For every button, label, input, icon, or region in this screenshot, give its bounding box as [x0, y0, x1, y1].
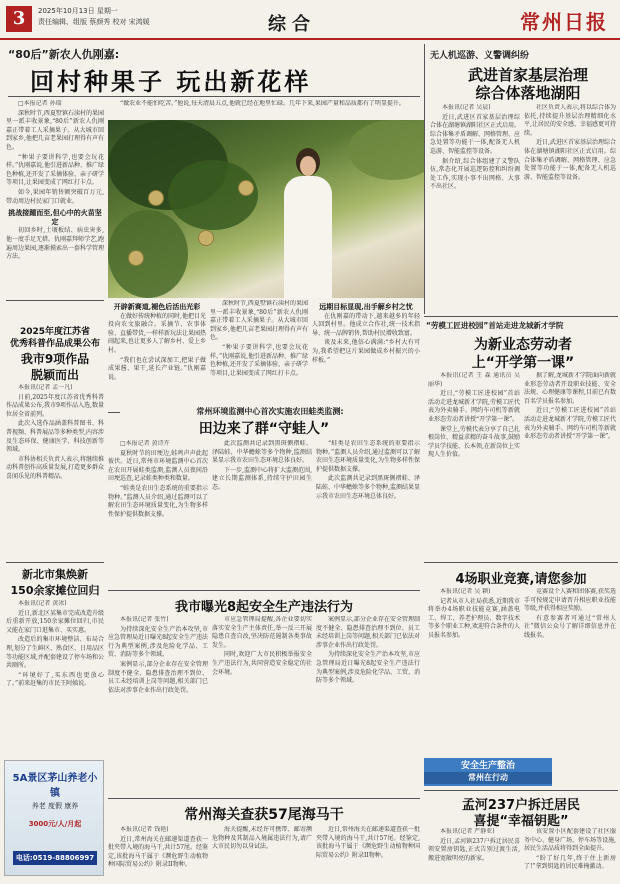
lead-rule — [8, 96, 420, 97]
safety-paragraph: 同时,欢迎广大市民积极举报安全生产违法行为,共同营造安全稳定的社会环境。 — [212, 651, 312, 676]
lead-paragraph: “我们也在尝试深加工,把果子做成果酱、果干,延长产业链。”仇刚嘉说。 — [108, 356, 206, 381]
safety-column-3 — [316, 616, 420, 794]
jobs-paragraph: 竞赛设个人赛和团体赛,获奖选手可按规定申请晋升相应职业技能等级,并获得相应奖励。 — [524, 588, 616, 613]
labor-column-1 — [428, 372, 520, 560]
masthead — [0, 0, 620, 40]
photo-foliage — [108, 210, 188, 298]
governance-paragraph: 近日,武进区首家基层治理综合体在湖塘镇湖阳社区正式启用。综合体集矛盾调解、网格管理、应急处置等功能于一体,配备无人机巡游、智能监控等设备。 — [524, 139, 616, 181]
section-rule — [108, 798, 420, 799]
section-rule — [424, 316, 618, 317]
governance-headline-line2: 综合体落地湖阳 — [475, 84, 581, 102]
lead-paragraph: 深秋时节,西夏墅镇石渎村的果园里一派丰收景象,“80后”新农人仇刚嘉正带着工人采摘果子。从大城市回到家乡,他把几亩老果园打理得有声有色。 — [6, 109, 104, 151]
lead-column-2-top — [108, 100, 420, 118]
governance-byline: 本报讯(记者 吴晨) — [442, 104, 491, 111]
section-rule — [6, 300, 104, 301]
mengchuan-headline-line2: 喜提“幸福钥匙” — [473, 814, 569, 829]
frog-column-1 — [108, 440, 208, 588]
science-paragraph: 日前,2025年度江苏省优秀科普作品成果公布,我市9项作品入选,数量位居全省前列。 — [6, 393, 104, 418]
labor-paragraph: 近日,“劳模工匠进校园”首站活动走进龙城新才学院,劳模工匠代表为外卖骑手、网约车司机等新就业形态劳动者讲授“开学第一课”。 — [428, 390, 520, 423]
safety-byline: 本报讯(记者 张竹) — [120, 616, 169, 623]
frog-headline: 田边来了群“守蛙人” — [198, 421, 330, 437]
labor-headline-line2: 上“开学第一课” — [471, 355, 575, 371]
fruit — [148, 190, 164, 206]
jobs-column-1 — [428, 588, 520, 754]
governance-paragraph: 据介绍,综合体组建了义警队伍,常态化开展巡逻防控和纠纷调处工作,实现小事不出网格、大事不出社区。 — [430, 157, 520, 191]
ad-phone: 电话:0519-88806997 — [13, 851, 97, 865]
issue-date: 2025年10月13日 星期一 — [38, 7, 118, 15]
customs-column-1 — [108, 826, 208, 880]
market-headline-line2: 150余家摊位回归 — [10, 584, 100, 597]
labor-paragraph: 据了解,龙城新才学院面向新就业形态劳动者开设职业技能、安全法规、心理健康等课程,目前已有数百名学员报名参加。 — [524, 372, 616, 405]
column-divider — [424, 44, 425, 314]
fruit — [128, 250, 144, 266]
lead-paragraph: 深秋时节,西夏墅镇石渎村的果园里一派丰收景象,“80后”新农人仇刚嘉正带着工人采摘果子。从大城市回到家乡,他把几亩老果园打理得有声有色。 — [210, 300, 308, 342]
jobs-headline: 4场职业竞赛,请您参加 — [455, 572, 587, 587]
labor-paragraph: 近日,“劳模工匠进校园”首站活动走进龙城新才学院,劳模工匠代表为外卖骑手、网约车司机等新就业形态劳动者讲授“开学第一课”。 — [524, 407, 616, 441]
labor-column-2 — [524, 372, 616, 560]
lead-paragraph: “种果子要讲科学,也要会玩花样。”仇刚嘉说,他引进新品种、推广绿色种植,还开发了采摘体验、亲子研学等项目,让果园变成了网红打卡点。 — [6, 153, 104, 187]
lead-kicker: “80后”新农人仇刚嘉: — [8, 48, 120, 61]
section-rule — [424, 790, 618, 791]
jobs-paragraph: 记者从市人社局获悉,近期我市将举办4场职业技能竞赛,涵盖电工、焊工、养老护理员、数字技术等多个职业工种,欢迎符合条件的人员报名参加。 — [428, 597, 520, 639]
market-paragraph: 改造后的集市环境整洁、布局合理,划分了生鲜区、熟食区、日用品区等功能区域,并配套建设了停车场和公共厕所。 — [6, 636, 104, 670]
governance-column-2 — [524, 104, 616, 314]
mengchuan-column-1 — [428, 828, 520, 880]
frog-byline: □本报记者 黄诗卉 — [120, 440, 170, 447]
labor-paragraph: 课堂上,劳模代表分享了自己扎根岗位、精益求精的奋斗故事,鼓励学员学技能、长本领,在新岗位上实现人生价值。 — [428, 425, 520, 459]
section-title: 综合 — [268, 14, 316, 35]
labor-byline: 本报讯(记者 王 森 通讯员 吴丽华) — [428, 372, 520, 388]
newspaper-logo: 常州日报 — [520, 10, 608, 34]
farmer-face — [300, 156, 316, 176]
mengchuan-headline-line1: 孟河237户拆迁居民 — [461, 798, 581, 813]
lead-subhead: 挑战接踵而至,但心中的火苗坚定 — [8, 208, 102, 226]
governance-column-1 — [430, 104, 520, 314]
science-byline: 本报讯(记者 孟一凡) — [18, 384, 73, 391]
safety-paragraph: 案例显示,部分企业存在安全管理制度不健全、隐患排查治理不到位、员工未经培训上岗等问题,相关部门已依法对涉事企业作出行政处罚。 — [316, 616, 420, 649]
mengchuan-paragraph: 近日,孟河镇237户拆迁居民喜领安置房钥匙,正式告别过渡生活,搬进宽敞明亮的新家。 — [428, 837, 520, 862]
frog-paragraph: “蛙类是农田生态系统的重要指示物种。”监测人员介绍,通过监测可以了解农田生态环境质量变化,为生物多样性保护提供数据支撑。 — [316, 440, 420, 473]
customs-paragraph: 近日,常州海关在邮递渠道查获一批夹带入境的海马干,共计57尾。经鉴定,该批海马干属于《濒危野生动植物种国际贸易公约》附录II物种。 — [316, 826, 420, 859]
frog-paragraph: “蛙类是农田生态系统的重要指示物种。”监测人员介绍,通过监测可以了解农田生态环境质量变化,为生物多样性保护提供数据支撑。 — [108, 484, 208, 518]
safety-paragraph: 案例显示,部分企业存在安全管理制度不健全、隐患排查治理不到位、员工未经培训上岗等问题,相关部门已依法对涉事企业作出行政处罚。 — [108, 660, 208, 694]
mengchuan-byline: 本报讯(记者 严静亚) — [440, 828, 495, 835]
safety-headline: 我市曝光8起安全生产违法行为 — [174, 600, 354, 615]
frog-kicker: 常州环境监测中心首次实施农田蛙类监测: — [120, 406, 420, 417]
section-rule — [424, 562, 618, 563]
market-headline-line1: 新北市集焕新 — [22, 568, 88, 581]
badge-line2: 常州在行动 — [424, 772, 552, 784]
governance-paragraph: 社区负责人表示,将以综合体为依托,持续提升基层治理精细化水平,让居民的安全感、幸福感更可持续。 — [524, 104, 616, 137]
ad-title: 5A景区茅山养老小镇 — [12, 773, 98, 799]
lead-photo — [108, 120, 424, 298]
photo-foliage — [348, 120, 424, 180]
frog-column-2 — [212, 440, 312, 588]
jobs-byline: 本报讯(记者 吴 颖) — [440, 588, 491, 595]
customs-column-2 — [212, 826, 312, 880]
lead-paragraph: 初回乡时,土壤板结、病虫害多,他一度手足无措。仇刚嘉拜师学艺,跑遍周边果园,逐渐摸索出一套科学管理方法。 — [6, 227, 104, 261]
safety-column-1 — [108, 616, 208, 794]
market-paragraph: 近日,新北区某集市完成改造升级后重新开放,150余家摊位回归,市民又能在家门口逛集市、买实惠。 — [6, 609, 104, 634]
lead-subhead: 开辟新赛道,褪色后活出光彩 — [113, 302, 201, 311]
farmer-body — [284, 176, 332, 298]
badge-line1: 安全生产整治 — [460, 761, 515, 771]
market-byline: 本报讯(记者 黄冰) — [18, 600, 67, 607]
safety-paragraph: 为持续深化安全生产治本攻坚,市应急管理局近日曝光8起安全生产违法行为典型案例,涉及危险化学品、工贸、消防等多个领域。 — [108, 625, 208, 659]
governance-headline-line1: 武进首家基层治理 — [467, 66, 588, 84]
page-number: 3 — [6, 6, 32, 32]
lead-byline: □本报记者 孙瑞 — [18, 100, 62, 107]
frog-paragraph: 此次监测共记录到黑斑侧褶蛙、泽陆蛙、中华蟾蜍等多个物种,监测结果显示我市农田生态环境总体良好。 — [212, 440, 312, 465]
section-rule — [108, 590, 420, 591]
lead-paragraph: “做农业不能怕吃苦。”他说,每天清晨五点,他就已经在地里忙碌。几年下来,果园产量和品质都有了明显提升。 — [120, 100, 405, 107]
editor-credits: 责任编辑、组版 蔡颜秀 校对 宋鸿媛 — [38, 18, 150, 26]
lead-column-4 — [312, 300, 420, 410]
science-headline-line3: 我市9项作品 — [20, 352, 90, 366]
customs-byline: 本报讯(记者 钱艳) — [120, 826, 169, 833]
customs-column-3 — [316, 826, 420, 880]
labor-headline-line1: 为新业态劳动者 — [474, 337, 572, 353]
frog-column-3 — [316, 440, 420, 588]
lead-column-2 — [108, 300, 206, 410]
governance-kicker: 无人机巡游、义警调纠纷 — [430, 51, 530, 61]
ad-box — [4, 760, 104, 876]
farmer-figure — [278, 148, 338, 298]
frog-paragraph: 下一步,监测中心将扩大监测范围,建立长期监测体系,持续守护田园生态。 — [212, 466, 312, 491]
customs-paragraph: 海关提醒,未经许可携带、邮寄濒危物种及其制品入境属违法行为,请广大市民切勿以身试法。 — [212, 826, 312, 851]
fruit — [238, 180, 254, 196]
jobs-paragraph: 有意参赛者可通过“常州人社”微信公众号了解详细信息并在线报名。 — [524, 614, 616, 639]
lead-paragraph: 在做好传统种植的同时,他把目光投向农文旅融合。采摘节、农事体验、直播带货,一样样新玩法让果园热闹起来,也让更多人了解乡村、爱上乡村。 — [108, 312, 206, 354]
labor-kicker: “劳模工匠进校园”首站走进龙城新才学院 — [426, 321, 564, 330]
lead-paragraph: 谈及未来,他信心满满:“乡村大有可为,我希望把这片果园做成乡村振兴的小样板。” — [312, 339, 420, 364]
fruit — [198, 230, 214, 246]
jobs-column-2 — [524, 588, 616, 754]
frog-paragraph: 此次监测共记录到黑斑侧褶蛙、泽陆蛙、中华蟾蜍等多个物种,监测结果显示我市农田生态环境总体良好。 — [316, 475, 420, 500]
lead-subhead: 远期目标显现,出手解乡村之忧 — [319, 302, 413, 311]
section-rule — [6, 562, 104, 563]
lead-paragraph: “种果子要讲科学,也要会玩花样。”仇刚嘉说,他引进新品种、推广绿色种植,还开发了采摘体验、亲子研学等项目,让果园变成了网红打卡点。 — [210, 343, 308, 377]
customs-paragraph: 近日,常州海关在邮递渠道查获一批夹带入境的海马干,共计57尾。经鉴定,该批海马干属于《濒危野生动植物种国际贸易公约》附录II物种。 — [108, 835, 208, 869]
governance-paragraph: 近日,武进区首家基层治理综合体在湖塘镇湖阳社区正式启用。综合体集矛盾调解、网格管理、应急处置等功能于一体,配备无人机巡游、智能监控等设备。 — [430, 113, 520, 155]
science-column — [6, 384, 104, 560]
lead-headline: 回村种果子 玩出新花样 — [30, 68, 312, 96]
science-headline-line1: 2025年度江苏省 — [19, 327, 91, 337]
issue-meta — [38, 6, 150, 28]
lead-paragraph: 在仇刚嘉的带动下,越来越多的年轻人回到村里。他成立合作社,统一技术指导、统一品牌销售,帮助村民增收致富。 — [312, 312, 420, 337]
science-headline-line2: 优秀科普作品成果公布 — [9, 339, 100, 349]
safety-column-2 — [212, 616, 312, 794]
market-column — [6, 600, 104, 754]
ad-price: 3000元/人/月起 — [28, 820, 82, 828]
science-headline-line4: 脱颖而出 — [30, 368, 79, 382]
science-paragraph: 市科协相关负责人表示,将继续推动科普创作高质量发展,打造更多群众喜闻乐见的科普精品。 — [6, 455, 104, 480]
customs-headline: 常州海关查获57尾海马干 — [184, 807, 344, 823]
frog-paragraph: 夏秋时节的田埂边,蛙鸣声声此起彼伏。近日,常州市环境监测中心首次在农田开展蛙类监测,监测人员夜间沿田埂巡查,记录蛙类种类和数量。 — [108, 449, 208, 483]
safety-paragraph: 市应急管理局提醒,各企业要切实落实安全生产主体责任,举一反三开展隐患自查自改,坚决防范遏制各类事故发生。 — [212, 616, 312, 649]
safety-campaign-badge — [424, 758, 552, 786]
mengchuan-paragraph: “盼了好几年,终于住上新房了!”拿到钥匙的居民难掩激动。 — [524, 854, 616, 871]
mengchuan-column-2 — [524, 828, 616, 880]
lead-column-1 — [6, 100, 104, 296]
lead-paragraph: 如今,果园年销售额突破百万元,带动周边村民家门口就业。 — [6, 188, 104, 205]
safety-paragraph: 为持续深化安全生产治本攻坚,市应急管理局近日曝光8起安全生产违法行为典型案例,涉及危险化学品、工贸、消防等多个领域。 — [316, 651, 420, 685]
science-paragraph: 此次入选作品涵盖科普图书、科普视频、科普展品等多种类型,内容涉及生态环保、健康医学、科技创新等领域。 — [6, 420, 104, 454]
lead-column-3 — [210, 300, 308, 410]
mengchuan-paragraph: 该安置小区配套建设了社区服务中心、健身广场、停车场等设施,居民生活品质将得到全面提升。 — [524, 828, 616, 853]
ad-tagline: 养老 度假 康养 — [31, 802, 79, 810]
market-paragraph: “环境好了,买东西也更放心了。”前来赶集的市民王阿姨说。 — [6, 671, 104, 688]
